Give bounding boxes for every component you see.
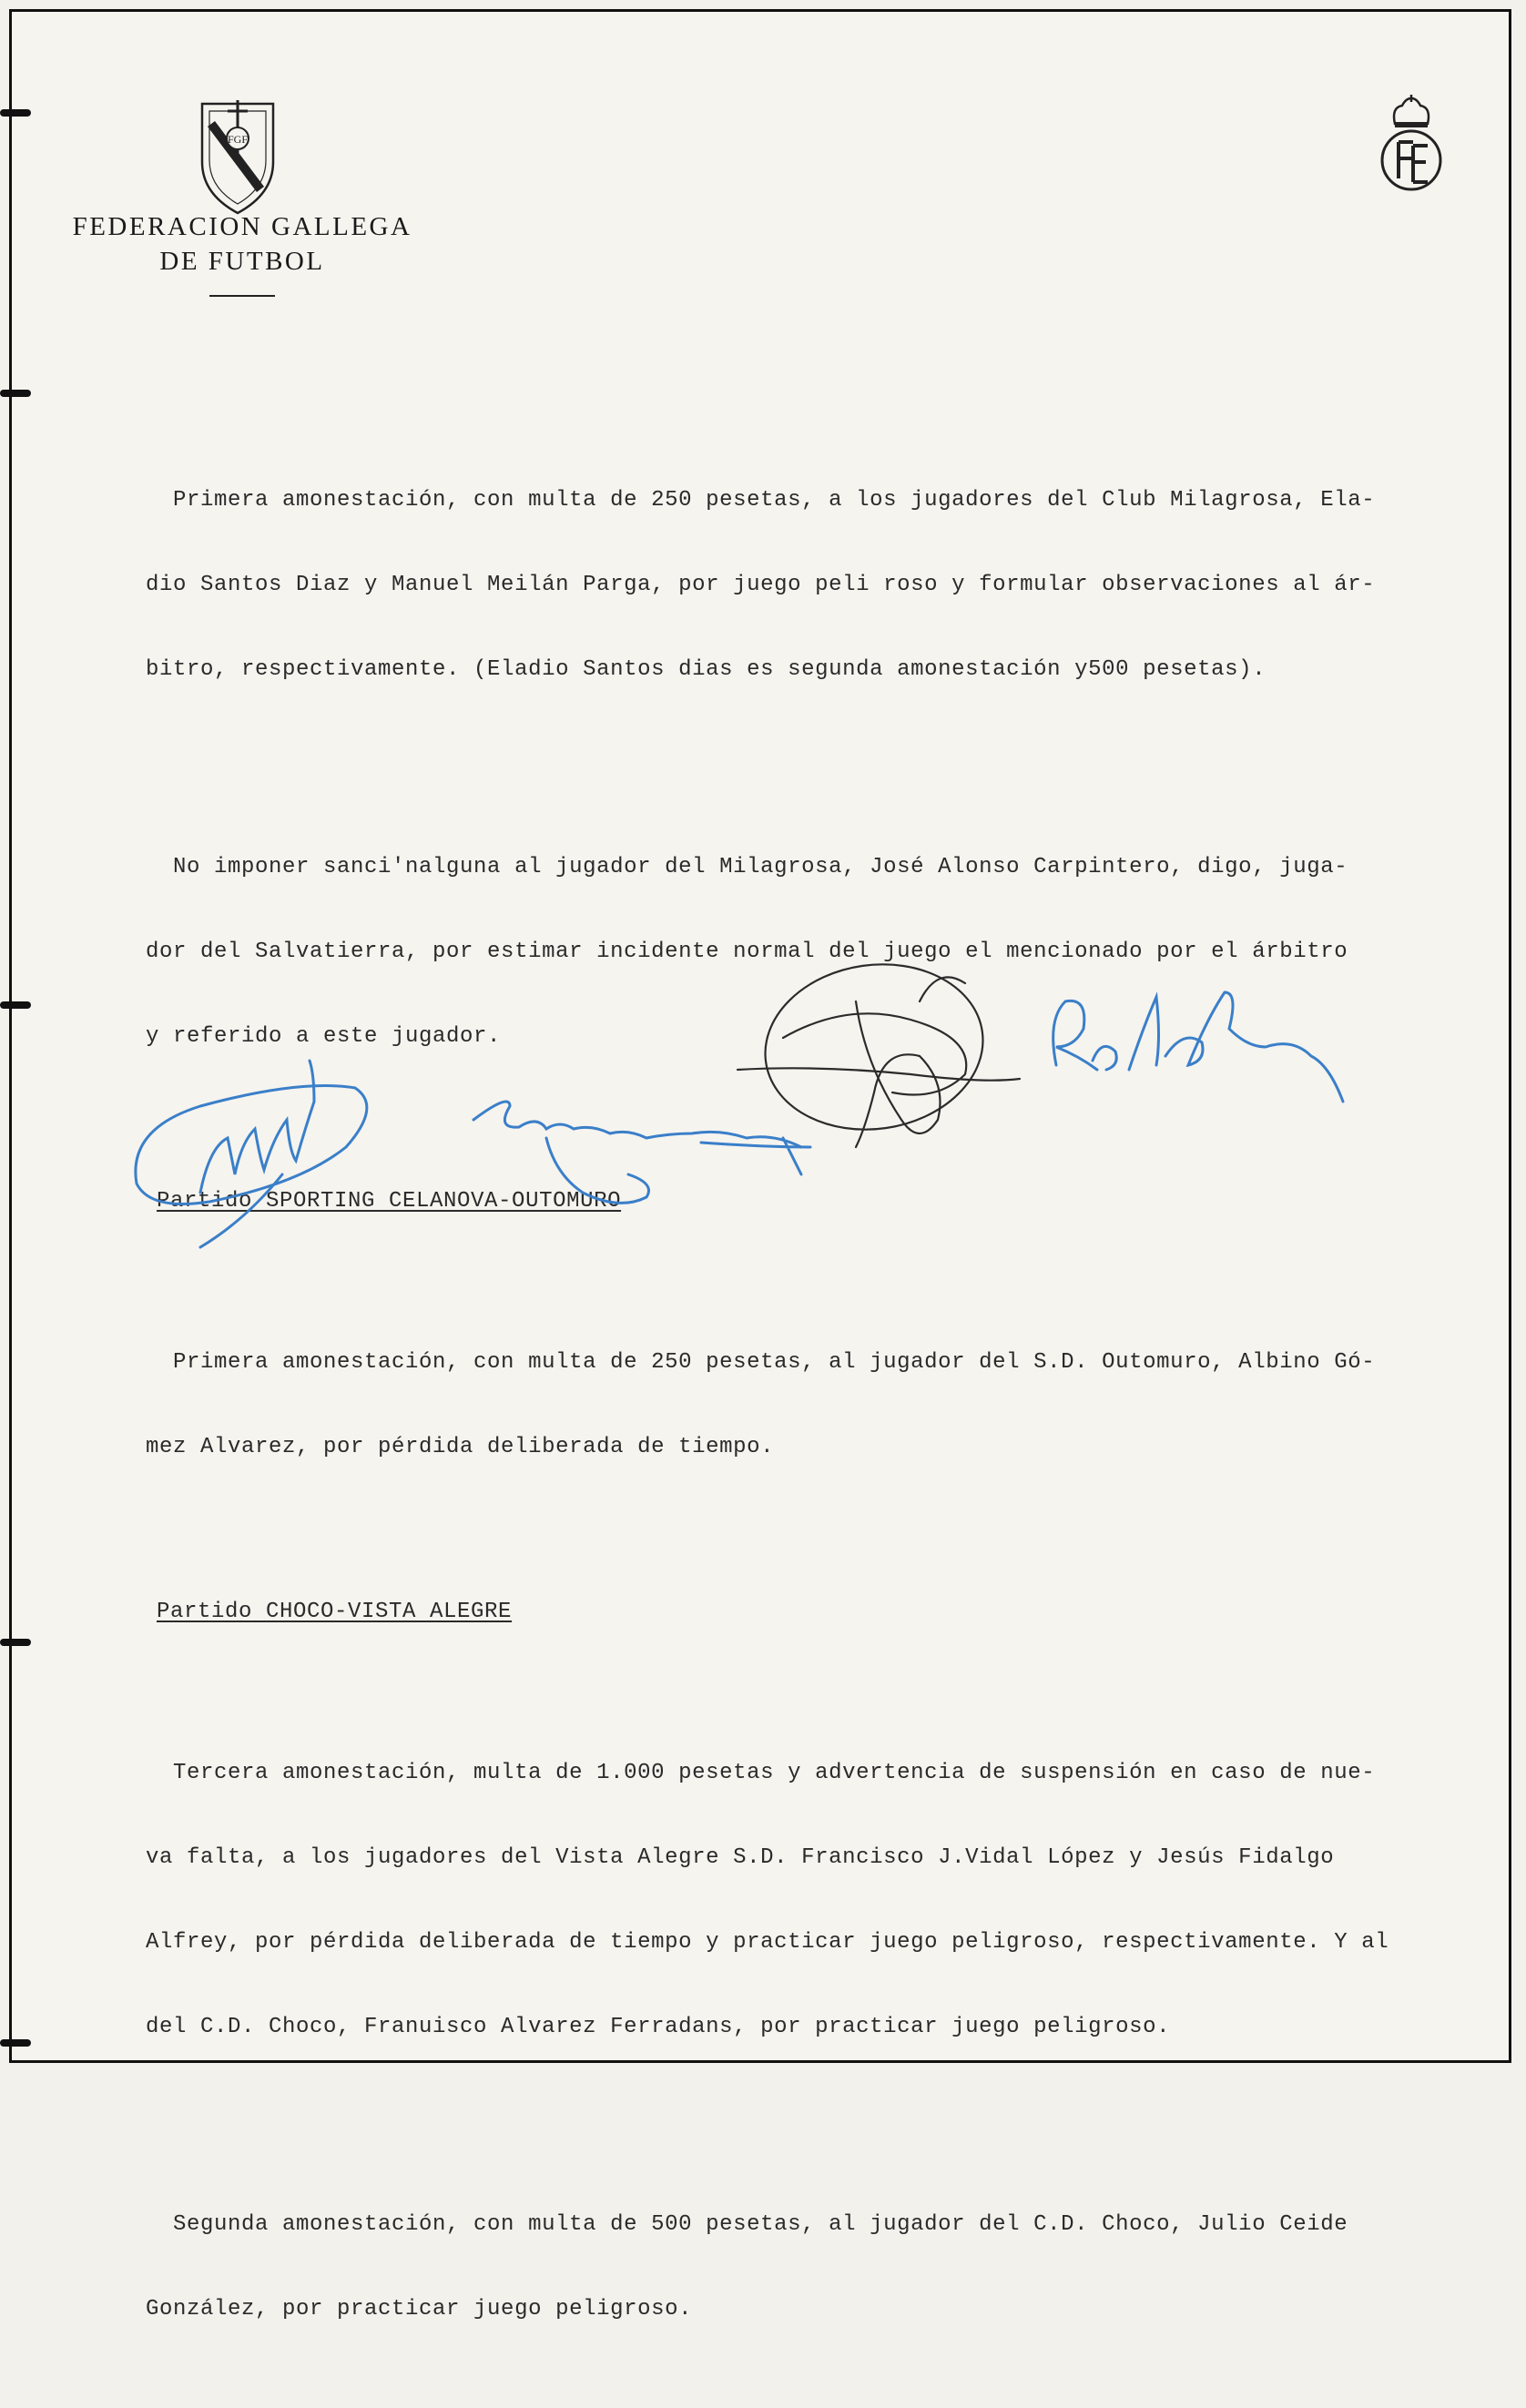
royal-crest-icon: [1375, 95, 1448, 204]
federation-name-line-2: DE FUTBOL: [159, 247, 325, 276]
paragraph: [146, 1702, 1475, 2098]
svg-text:FGF: FGF: [227, 133, 249, 146]
paragraph: [146, 430, 1475, 740]
paragraph: [146, 797, 1475, 1107]
text-line: bitro, respectivamente. (Eladio Santos dias es segunda amonestación y500 pesetas).: [146, 657, 1267, 682]
binder-mark: [0, 1639, 31, 1646]
paragraph: [146, 2154, 1475, 2380]
text-line: y referido a este jugador.: [146, 1024, 502, 1049]
text-line: del C.D. Choco, Franuisco Alvarez Ferradans, por practicar juego peligroso.: [146, 2015, 1171, 2039]
match-heading: Partido CHOCO-VISTA ALEGRE: [157, 1600, 513, 1624]
paragraph: [146, 1292, 1475, 1518]
text-line: Primera amonestación, con multa de 250 pesetas, a los jugadores del Club Milagrosa, Ela-: [146, 488, 1376, 513]
text-line: Segunda amonestación, con multa de 500 pesetas, al jugador del C.D. Choco, Julio Ceide: [146, 2212, 1348, 2237]
letterhead: [51, 95, 433, 297]
letterhead-rule: [209, 295, 275, 297]
text-line: No imponer sanci'nalguna al jugador del Milagrosa, José Alonso Carpintero, digo, juga-: [146, 855, 1348, 879]
document-body: [146, 373, 1475, 2408]
text-line: Tercera amonestación, multa de 1.000 pesetas y advertencia de suspensión en caso de nue-: [146, 1761, 1376, 1785]
binder-mark: [0, 2039, 31, 2047]
text-line: va falta, a los jugadores del Vista Alegre S.D. Francisco J.Vidal López y Jesús Fidalgo: [146, 1845, 1335, 1870]
binder-mark: [0, 109, 31, 117]
binder-mark: [0, 1001, 31, 1009]
match-heading: Partido SPORTING CELANOVA-OUTOMURO: [157, 1189, 622, 1214]
text-line: Primera amonestación, con multa de 250 pesetas, al jugador del S.D. Outomuro, Albino Gó-: [146, 1350, 1376, 1375]
binder-mark: [0, 390, 31, 397]
text-line: mez Alvarez, por pérdida deliberada de tiempo.: [146, 1435, 775, 1459]
text-line: González, por practicar juego peligroso.: [146, 2297, 693, 2322]
text-line: Alfrey, por pérdida deliberada de tiempo y practicar juego peligroso, respectivamente. Y al: [146, 1930, 1389, 1955]
text-line: dor del Salvatierra, por estimar incidente normal del juego el mencionado por el árbitro: [146, 940, 1348, 964]
federation-name-line-1: FEDERACION GALLEGA: [72, 212, 412, 241]
text-line: dio Santos Diaz y Manuel Meilán Parga, por juego peli roso y formular observaciones al ár-: [146, 573, 1376, 597]
